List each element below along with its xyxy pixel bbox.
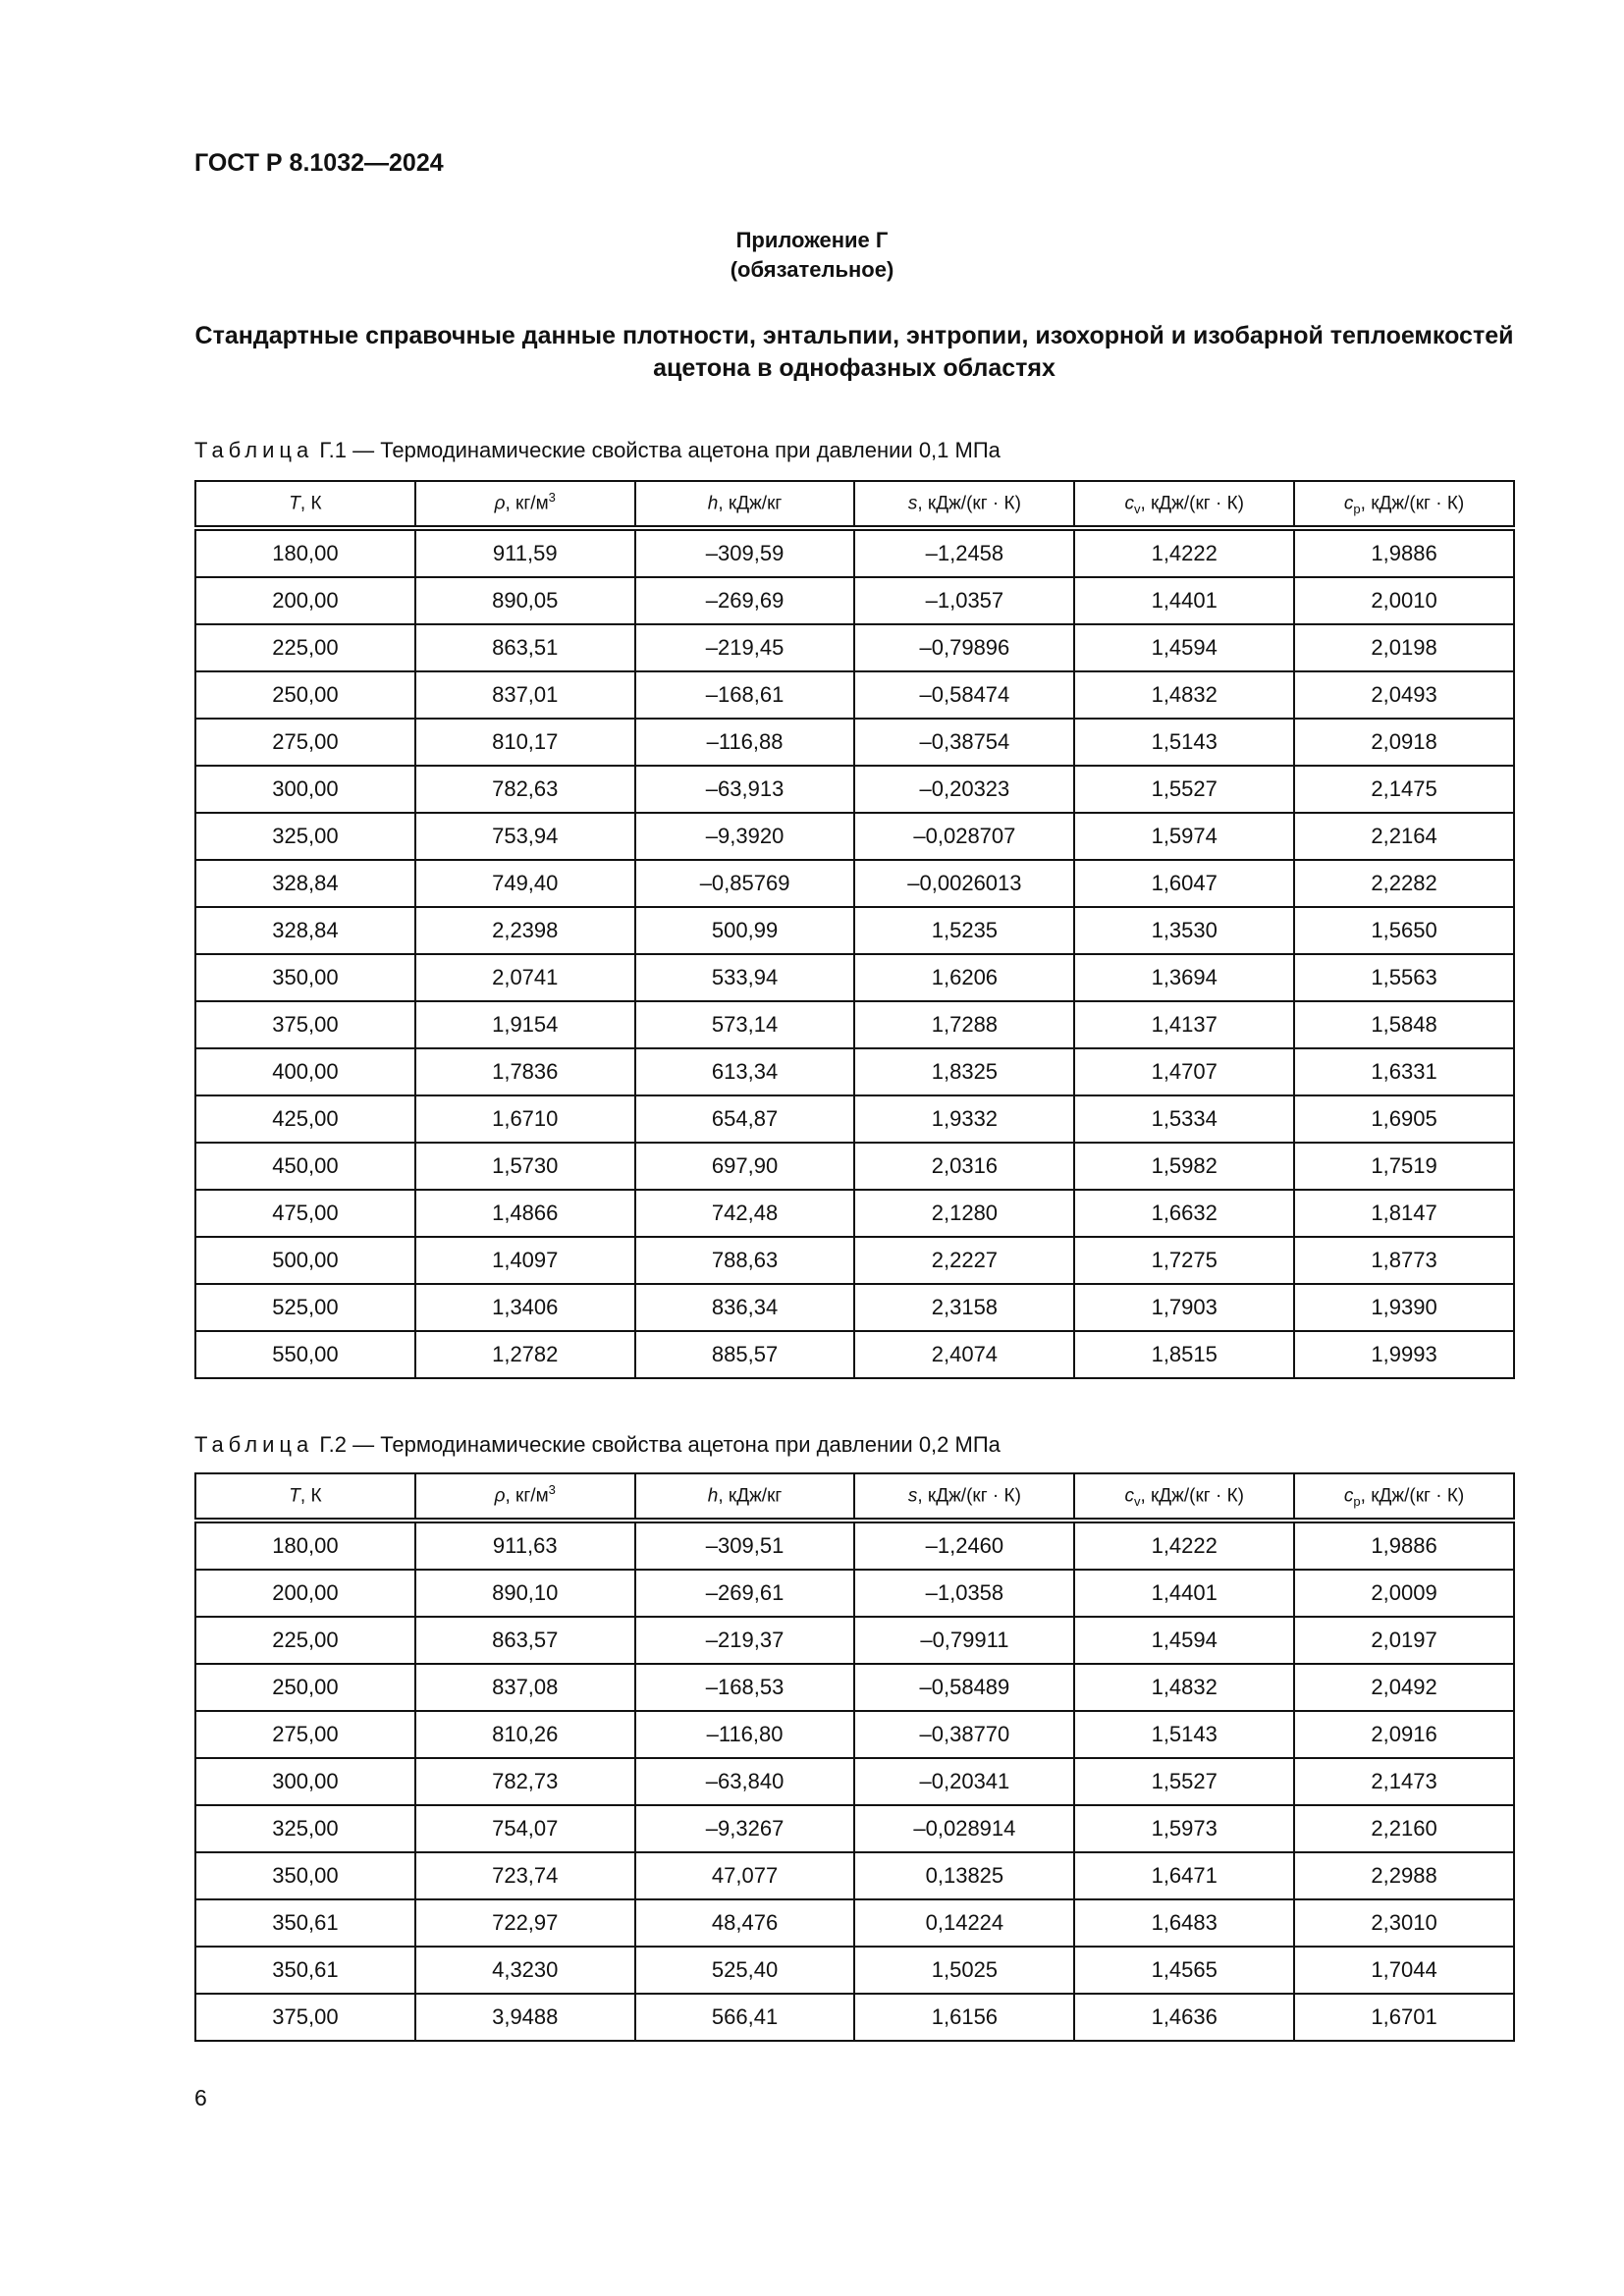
header-sym: c	[1124, 493, 1134, 514]
table-cell: 1,9886	[1294, 1521, 1514, 1570]
table-cell: 1,3530	[1074, 907, 1294, 954]
caption-label: Таблица	[194, 1432, 314, 1457]
table-cell: 1,6471	[1074, 1852, 1294, 1899]
appendix-title: Приложение Г	[735, 228, 889, 252]
table-cell: 375,00	[195, 1001, 415, 1048]
table-cell: 300,00	[195, 766, 415, 813]
table-cell: –9,3267	[635, 1805, 855, 1852]
table-cell: 400,00	[195, 1048, 415, 1095]
table-cell: 1,4137	[1074, 1001, 1294, 1048]
table-cell: 1,5025	[854, 1947, 1074, 1994]
column-header	[854, 481, 1074, 528]
header-unit: , К	[299, 493, 322, 514]
table-cell: 1,7903	[1074, 1284, 1294, 1331]
table-cell: 2,0916	[1294, 1711, 1514, 1758]
table-cell: 1,8325	[854, 1048, 1074, 1095]
table-row	[195, 1617, 1514, 1664]
table-cell: 425,00	[195, 1095, 415, 1143]
table-cell: 1,5974	[1074, 813, 1294, 860]
table-cell: 1,4636	[1074, 1994, 1294, 2041]
table-cell: –116,80	[635, 1711, 855, 1758]
table-cell: 1,4594	[1074, 624, 1294, 671]
table-cell: 550,00	[195, 1331, 415, 1378]
table-cell: 1,4565	[1074, 1947, 1294, 1994]
table-cell: 47,077	[635, 1852, 855, 1899]
table-cell: 350,00	[195, 1852, 415, 1899]
table-cell: –1,0357	[854, 577, 1074, 624]
table-row	[195, 1284, 1514, 1331]
table-cell: 2,0741	[415, 954, 635, 1001]
table-cell: 890,10	[415, 1570, 635, 1617]
table-cell: –0,79896	[854, 624, 1074, 671]
table-cell: 2,0492	[1294, 1664, 1514, 1711]
table-cell: 2,0009	[1294, 1570, 1514, 1617]
table-row	[195, 1095, 1514, 1143]
table-cell: 328,84	[195, 907, 415, 954]
table-cell: 1,9993	[1294, 1331, 1514, 1378]
header-sym: h	[707, 1485, 719, 1507]
table-cell: –0,20323	[854, 766, 1074, 813]
column-header	[1074, 1473, 1294, 1521]
header-unit: , кДж/кг	[718, 493, 783, 514]
table-cell: 1,6331	[1294, 1048, 1514, 1095]
table-cell: 2,0493	[1294, 671, 1514, 719]
properties-table-0-2-mpa	[194, 1472, 1515, 2042]
column-header	[854, 1473, 1074, 1521]
table-cell: 350,00	[195, 954, 415, 1001]
table-cell: 1,7836	[415, 1048, 635, 1095]
table-row	[195, 1899, 1514, 1947]
table-cell: 1,3694	[1074, 954, 1294, 1001]
table-cell: 350,61	[195, 1899, 415, 1947]
table-cell: 0,14224	[854, 1899, 1074, 1947]
table-cell: –116,88	[635, 719, 855, 766]
table-cell: 863,51	[415, 624, 635, 671]
table-cell: –63,913	[635, 766, 855, 813]
table-cell: 2,3010	[1294, 1899, 1514, 1947]
header-unit: , кДж/кг	[718, 1485, 783, 1507]
table-cell: 2,2160	[1294, 1805, 1514, 1852]
table-cell: 1,9886	[1294, 528, 1514, 577]
column-header	[635, 481, 855, 528]
table-row	[195, 860, 1514, 907]
table-cell: –1,2460	[854, 1521, 1074, 1570]
table-cell: 1,2782	[415, 1331, 635, 1378]
header-sub: v	[1133, 1494, 1141, 1510]
table-cell: 500,99	[635, 907, 855, 954]
table-row	[195, 1001, 1514, 1048]
table-cell: 1,4222	[1074, 1521, 1294, 1570]
table-cell: 782,73	[415, 1758, 635, 1805]
table-cell: 1,4222	[1074, 528, 1294, 577]
header-sym: c	[1124, 1485, 1134, 1507]
table-cell: 837,01	[415, 671, 635, 719]
table-cell: –9,3920	[635, 813, 855, 860]
table-cell: 1,5848	[1294, 1001, 1514, 1048]
table-cell: 613,34	[635, 1048, 855, 1095]
header-unit: , кДж/(кг · К)	[1140, 1485, 1245, 1507]
header-unit: , кДж/(кг · К)	[917, 1485, 1021, 1507]
appendix-status: (обязательное)	[730, 257, 894, 282]
table-cell: 475,00	[195, 1190, 415, 1237]
table-cell: 1,4401	[1074, 577, 1294, 624]
table-cell: 837,08	[415, 1664, 635, 1711]
table-cell: 1,4832	[1074, 671, 1294, 719]
table-row	[195, 1237, 1514, 1284]
table-cell: –168,53	[635, 1664, 855, 1711]
table-cell: 500,00	[195, 1237, 415, 1284]
table-row	[195, 1331, 1514, 1378]
table-cell: 697,90	[635, 1143, 855, 1190]
header-sup: 3	[548, 490, 556, 506]
table-cell: 2,0197	[1294, 1617, 1514, 1664]
table-cell: 2,2282	[1294, 860, 1514, 907]
table-cell: 1,9390	[1294, 1284, 1514, 1331]
page-number: 6	[194, 2085, 207, 2110]
header-sym: s	[907, 1485, 918, 1507]
table-cell: 836,34	[635, 1284, 855, 1331]
column-header	[415, 1473, 635, 1521]
table-caption-2	[194, 1432, 1001, 1458]
header-sym: ρ	[494, 1485, 506, 1507]
table-cell: –219,45	[635, 624, 855, 671]
table-cell: –0,0026013	[854, 860, 1074, 907]
table-cell: 1,6483	[1074, 1899, 1294, 1947]
table-cell: 1,8515	[1074, 1331, 1294, 1378]
section-heading: Стандартные справочные данные плотности, энтальпии, энтропии, изохорной и изобарной теплоемкостей ацетона в однофазных областях	[194, 322, 1514, 382]
table-cell: 1,5563	[1294, 954, 1514, 1001]
table-cell: 450,00	[195, 1143, 415, 1190]
table-row	[195, 528, 1514, 577]
table-cell: 1,6206	[854, 954, 1074, 1001]
table-cell: 911,59	[415, 528, 635, 577]
table-cell: 1,8773	[1294, 1237, 1514, 1284]
caption-text: Г.1 — Термодинамические свойства ацетона при давлении 0,1 МПа	[319, 438, 1001, 462]
table-cell: 2,4074	[854, 1331, 1074, 1378]
table-cell: 525,40	[635, 1947, 855, 1994]
table-caption-1	[194, 438, 1001, 463]
table-cell: 1,7275	[1074, 1237, 1294, 1284]
table-cell: –0,38754	[854, 719, 1074, 766]
table-cell: 754,07	[415, 1805, 635, 1852]
header-sym: c	[1343, 493, 1354, 514]
table-cell: 1,6701	[1294, 1994, 1514, 2041]
table-cell: 275,00	[195, 1711, 415, 1758]
table-cell: 200,00	[195, 577, 415, 624]
table-cell: 200,00	[195, 1570, 415, 1617]
table-cell: 180,00	[195, 528, 415, 577]
table-cell: 533,94	[635, 954, 855, 1001]
table-cell: 1,4866	[415, 1190, 635, 1237]
header-sym: ρ	[494, 493, 506, 514]
table-cell: –309,59	[635, 528, 855, 577]
table-cell: 810,17	[415, 719, 635, 766]
table-cell: 225,00	[195, 624, 415, 671]
table-cell: 1,5527	[1074, 766, 1294, 813]
table-cell: 1,4707	[1074, 1048, 1294, 1095]
table-cell: 1,3406	[415, 1284, 635, 1331]
table-cell: 2,3158	[854, 1284, 1074, 1331]
table-row	[195, 954, 1514, 1001]
column-header	[1074, 481, 1294, 528]
caption-text: Г.2 — Термодинамические свойства ацетона при давлении 0,2 МПа	[319, 1432, 1001, 1457]
table-cell: 1,8147	[1294, 1190, 1514, 1237]
table-cell: 911,63	[415, 1521, 635, 1570]
column-header	[195, 481, 415, 528]
table-cell: –63,840	[635, 1758, 855, 1805]
table-row	[195, 577, 1514, 624]
header-row	[195, 1473, 1514, 1521]
table-cell: 1,6047	[1074, 860, 1294, 907]
table-cell: –0,028914	[854, 1805, 1074, 1852]
table-cell: –0,58474	[854, 671, 1074, 719]
table-cell: 1,5235	[854, 907, 1074, 954]
table-cell: 300,00	[195, 1758, 415, 1805]
table-cell: 375,00	[195, 1994, 415, 2041]
table-cell: 1,4832	[1074, 1664, 1294, 1711]
table-cell: 325,00	[195, 1805, 415, 1852]
header-unit: , кДж/(кг · К)	[1360, 1485, 1465, 1507]
table-cell: –0,58489	[854, 1664, 1074, 1711]
table-cell: 2,2227	[854, 1237, 1074, 1284]
table-cell: 325,00	[195, 813, 415, 860]
table-cell: 2,2988	[1294, 1852, 1514, 1899]
table-cell: –0,38770	[854, 1711, 1074, 1758]
header-sym: h	[707, 493, 719, 514]
table-cell: 1,6710	[415, 1095, 635, 1143]
properties-table-0-1-mpa	[194, 480, 1515, 1379]
table-cell: 250,00	[195, 1664, 415, 1711]
table-cell: 1,5982	[1074, 1143, 1294, 1190]
table-row	[195, 1758, 1514, 1805]
table-cell: 2,0010	[1294, 577, 1514, 624]
table-cell: 250,00	[195, 671, 415, 719]
table-cell: 328,84	[195, 860, 415, 907]
table-cell: 275,00	[195, 719, 415, 766]
table-cell: 1,7044	[1294, 1947, 1514, 1994]
table-cell: 1,5527	[1074, 1758, 1294, 1805]
table-row	[195, 907, 1514, 954]
table-row	[195, 1711, 1514, 1758]
table-row	[195, 1805, 1514, 1852]
table-cell: 2,2164	[1294, 813, 1514, 860]
table-cell: 782,63	[415, 766, 635, 813]
header-unit: , К	[299, 1485, 322, 1507]
header-sym: T	[289, 493, 300, 514]
table-cell: 1,5334	[1074, 1095, 1294, 1143]
table-row	[195, 1048, 1514, 1095]
table-cell: –1,0358	[854, 1570, 1074, 1617]
table-cell: 788,63	[635, 1237, 855, 1284]
table-row	[195, 1570, 1514, 1617]
table-cell: 1,4594	[1074, 1617, 1294, 1664]
table-cell: 2,2398	[415, 907, 635, 954]
caption-label: Таблица	[194, 438, 314, 462]
table-cell: 1,6632	[1074, 1190, 1294, 1237]
table-cell: 2,0316	[854, 1143, 1074, 1190]
header-sub: p	[1353, 502, 1361, 517]
table-cell: 225,00	[195, 1617, 415, 1664]
table-cell: 2,0918	[1294, 719, 1514, 766]
table-cell: 749,40	[415, 860, 635, 907]
table-row	[195, 1852, 1514, 1899]
table-cell: 1,5730	[415, 1143, 635, 1190]
table-cell: 4,3230	[415, 1947, 635, 1994]
table-cell: –168,61	[635, 671, 855, 719]
table-cell: –219,37	[635, 1617, 855, 1664]
column-header	[1294, 1473, 1514, 1521]
table-cell: 885,57	[635, 1331, 855, 1378]
table-cell: 1,7288	[854, 1001, 1074, 1048]
table-cell: 525,00	[195, 1284, 415, 1331]
header-row	[195, 481, 1514, 528]
table-cell: 654,87	[635, 1095, 855, 1143]
table-cell: 742,48	[635, 1190, 855, 1237]
table-row	[195, 813, 1514, 860]
table-cell: 573,14	[635, 1001, 855, 1048]
table-cell: 1,5143	[1074, 1711, 1294, 1758]
header-unit: , кДж/(кг · К)	[917, 493, 1021, 514]
table-cell: 0,13825	[854, 1852, 1074, 1899]
header-sym: T	[289, 1485, 300, 1507]
table-cell: 48,476	[635, 1899, 855, 1947]
header-unit: , кг/м	[505, 493, 549, 514]
table-cell: 1,7519	[1294, 1143, 1514, 1190]
table-cell: 2,1475	[1294, 766, 1514, 813]
table-cell: –309,51	[635, 1521, 855, 1570]
table-cell: –0,20341	[854, 1758, 1074, 1805]
table-cell: 723,74	[415, 1852, 635, 1899]
table-cell: –0,85769	[635, 860, 855, 907]
table-cell: 1,5973	[1074, 1805, 1294, 1852]
table-cell: –0,79911	[854, 1617, 1074, 1664]
header-sup: 3	[548, 1482, 556, 1498]
table-cell: 1,6905	[1294, 1095, 1514, 1143]
table-cell: 1,4401	[1074, 1570, 1294, 1617]
table-cell: –269,69	[635, 577, 855, 624]
table-cell: –0,028707	[854, 813, 1074, 860]
table-cell: 753,94	[415, 813, 635, 860]
table-cell: –269,61	[635, 1570, 855, 1617]
table-row	[195, 1143, 1514, 1190]
header-sym: c	[1343, 1485, 1354, 1507]
header-sym: s	[907, 493, 918, 514]
table-cell: 2,0198	[1294, 624, 1514, 671]
table-row	[195, 1664, 1514, 1711]
header-unit: , кДж/(кг · К)	[1360, 493, 1465, 514]
table-cell: 3,9488	[415, 1994, 635, 2041]
table-cell: –1,2458	[854, 528, 1074, 577]
table-cell: 1,6156	[854, 1994, 1074, 2041]
table-row	[195, 1190, 1514, 1237]
table-cell: 863,57	[415, 1617, 635, 1664]
header-unit: , кг/м	[505, 1485, 549, 1507]
table-cell: 2,1280	[854, 1190, 1074, 1237]
table-cell: 566,41	[635, 1994, 855, 2041]
table-cell: 1,4097	[415, 1237, 635, 1284]
document-code: ГОСТ Р 8.1032—2024	[194, 149, 444, 177]
column-header	[1294, 481, 1514, 528]
table-row	[195, 671, 1514, 719]
table-row	[195, 719, 1514, 766]
table-cell: 722,97	[415, 1899, 635, 1947]
column-header	[635, 1473, 855, 1521]
table-cell: 2,1473	[1294, 1758, 1514, 1805]
table-row	[195, 1521, 1514, 1570]
table-cell: 350,61	[195, 1947, 415, 1994]
table-cell: 1,9154	[415, 1001, 635, 1048]
table-cell: 1,5143	[1074, 719, 1294, 766]
header-sub: v	[1133, 502, 1141, 517]
table-row	[195, 1994, 1514, 2041]
table-row	[195, 1947, 1514, 1994]
table-row	[195, 624, 1514, 671]
table-cell: 810,26	[415, 1711, 635, 1758]
table-cell: 1,9332	[854, 1095, 1074, 1143]
column-header	[195, 1473, 415, 1521]
column-header	[415, 481, 635, 528]
table-row	[195, 766, 1514, 813]
table-cell: 1,5650	[1294, 907, 1514, 954]
table-cell: 180,00	[195, 1521, 415, 1570]
table-cell: 890,05	[415, 577, 635, 624]
header-sub: p	[1353, 1494, 1361, 1510]
header-unit: , кДж/(кг · К)	[1140, 493, 1245, 514]
